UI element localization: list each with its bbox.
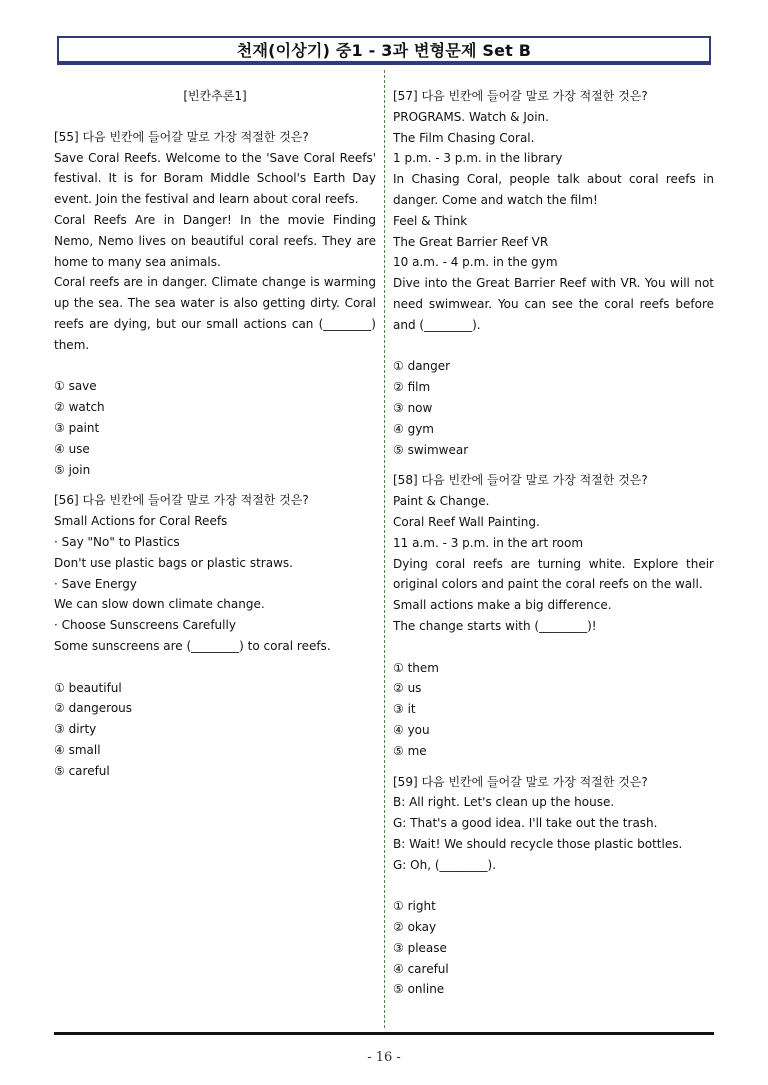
passage-line: Small actions make a big difference. bbox=[393, 598, 612, 613]
option-5[interactable]: ⑤ swimwear bbox=[393, 442, 469, 457]
passage-line: PROGRAMS. Watch & Join. bbox=[393, 109, 549, 124]
dialogue-line: G: Oh, (________). bbox=[393, 857, 497, 872]
question-55 bbox=[54, 127, 376, 481]
passage-line: The Film Chasing Coral. bbox=[393, 130, 535, 145]
page-number: - 16 - bbox=[367, 1050, 401, 1065]
question-59 bbox=[393, 772, 714, 1001]
column-divider bbox=[384, 70, 385, 1028]
option-1[interactable]: ① save bbox=[54, 379, 97, 394]
option-1[interactable]: ① beautiful bbox=[54, 680, 122, 695]
question-55-passage-2: Coral Reefs Are in Danger! In the movie Finding Nemo, Nemo lives on beautiful coral reefs. They are home to many sea animals. bbox=[54, 212, 376, 269]
option-3[interactable]: ③ please bbox=[393, 940, 447, 955]
passage-line: Paint & Change. bbox=[393, 494, 490, 509]
option-3[interactable]: ③ paint bbox=[54, 420, 100, 435]
option-1[interactable]: ① them bbox=[393, 660, 439, 675]
question-55-passage-1: Save Coral Reefs. Welcome to the 'Save Coral Reefs' festival. It is for Boram Middle School's Earth Day event. Join the festival and learn about coral reefs. bbox=[54, 150, 376, 207]
question-57 bbox=[393, 86, 714, 460]
dialogue-line: B: All right. Let's clean up the house. bbox=[393, 795, 615, 810]
passage-line: 10 a.m. - 4 p.m. in the gym bbox=[393, 255, 558, 270]
question-56 bbox=[54, 490, 376, 781]
passage-line: Feel & Think bbox=[393, 213, 468, 228]
passage-line: Small Actions for Coral Reefs bbox=[54, 514, 228, 529]
passage-line: 11 a.m. - 3 p.m. in the art room bbox=[393, 535, 584, 550]
option-3[interactable]: ③ it bbox=[393, 702, 416, 717]
passage-line: Don't use plastic bags or plastic straws. bbox=[54, 555, 293, 570]
option-4[interactable]: ④ small bbox=[54, 742, 101, 757]
option-3[interactable]: ③ dirty bbox=[54, 722, 97, 737]
option-2[interactable]: ② us bbox=[393, 681, 422, 696]
question-55-passage-3: Coral reefs are in danger. Climate change is warming up the sea. The sea water is also getting dirty. Coral reefs are dying, but our small actions can (________) them. bbox=[54, 275, 376, 352]
passage-line: We can slow down climate change. bbox=[54, 597, 265, 612]
option-2[interactable]: ② okay bbox=[393, 920, 437, 935]
right-column bbox=[393, 86, 714, 1000]
question-55-prompt: [55] 다음 빈칸에 들어갈 말로 가장 적절한 것은? bbox=[54, 129, 309, 144]
dialogue-line: B: Wait! We should recycle those plastic bottles. bbox=[393, 836, 683, 851]
option-4[interactable]: ④ use bbox=[54, 441, 90, 456]
passage-line: The Great Barrier Reef VR bbox=[393, 234, 549, 249]
passage-line: · Say "No" to Plastics bbox=[54, 534, 180, 549]
passage-paragraph: Dive into the Great Barrier Reef with VR. You will not need swimwear. You can see the coral reefs before and (________). bbox=[393, 276, 714, 332]
section-label: [빈칸추론1] bbox=[183, 89, 247, 103]
question-57-prompt: [57] 다음 빈칸에 들어갈 말로 가장 적절한 것은? bbox=[393, 89, 648, 103]
option-5[interactable]: ⑤ online bbox=[393, 982, 445, 997]
option-5[interactable]: ⑤ join bbox=[54, 462, 91, 477]
dialogue-line: G: That's a good idea. I'll take out the trash. bbox=[393, 816, 658, 831]
option-5[interactable]: ⑤ careful bbox=[54, 763, 110, 778]
passage-line: 1 p.m. - 3 p.m. in the library bbox=[393, 151, 563, 166]
page-title: 천재(이상기) 중1 - 3과 변형문제 Set B bbox=[57, 36, 711, 65]
passage-line: · Save Energy bbox=[54, 576, 137, 591]
question-59-prompt: [59] 다음 빈칸에 들어갈 말로 가장 적절한 것은? bbox=[393, 774, 648, 789]
option-4[interactable]: ④ careful bbox=[393, 961, 449, 976]
option-2[interactable]: ② dangerous bbox=[54, 701, 133, 716]
question-58-prompt: [58] 다음 빈칸에 들어갈 말로 가장 적절한 것은? bbox=[393, 473, 648, 488]
left-column bbox=[54, 86, 376, 782]
option-5[interactable]: ⑤ me bbox=[393, 743, 427, 758]
option-1[interactable]: ① right bbox=[393, 899, 436, 914]
question-56-prompt: [56] 다음 빈칸에 들어갈 말로 가장 적절한 것은? bbox=[54, 493, 309, 508]
passage-paragraph: In Chasing Coral, people talk about coral reefs in danger. Come and watch the film! bbox=[393, 172, 714, 207]
option-1[interactable]: ① danger bbox=[393, 359, 451, 374]
footer-rule bbox=[54, 1032, 714, 1035]
passage-line: · Choose Sunscreens Carefully bbox=[54, 618, 236, 633]
option-2[interactable]: ② film bbox=[393, 380, 431, 395]
question-58 bbox=[393, 470, 714, 761]
option-3[interactable]: ③ now bbox=[393, 400, 433, 415]
passage-line: Coral Reef Wall Painting. bbox=[393, 514, 540, 529]
option-2[interactable]: ② watch bbox=[54, 400, 105, 415]
passage-line: The change starts with (________)! bbox=[393, 618, 597, 633]
passage-line: Some sunscreens are (________) to coral reefs. bbox=[54, 638, 331, 653]
passage-paragraph: Dying coral reefs are turning white. Explore their original colors and paint the coral reefs on the wall. bbox=[393, 556, 714, 592]
option-4[interactable]: ④ gym bbox=[393, 421, 434, 436]
option-4[interactable]: ④ you bbox=[393, 722, 430, 737]
